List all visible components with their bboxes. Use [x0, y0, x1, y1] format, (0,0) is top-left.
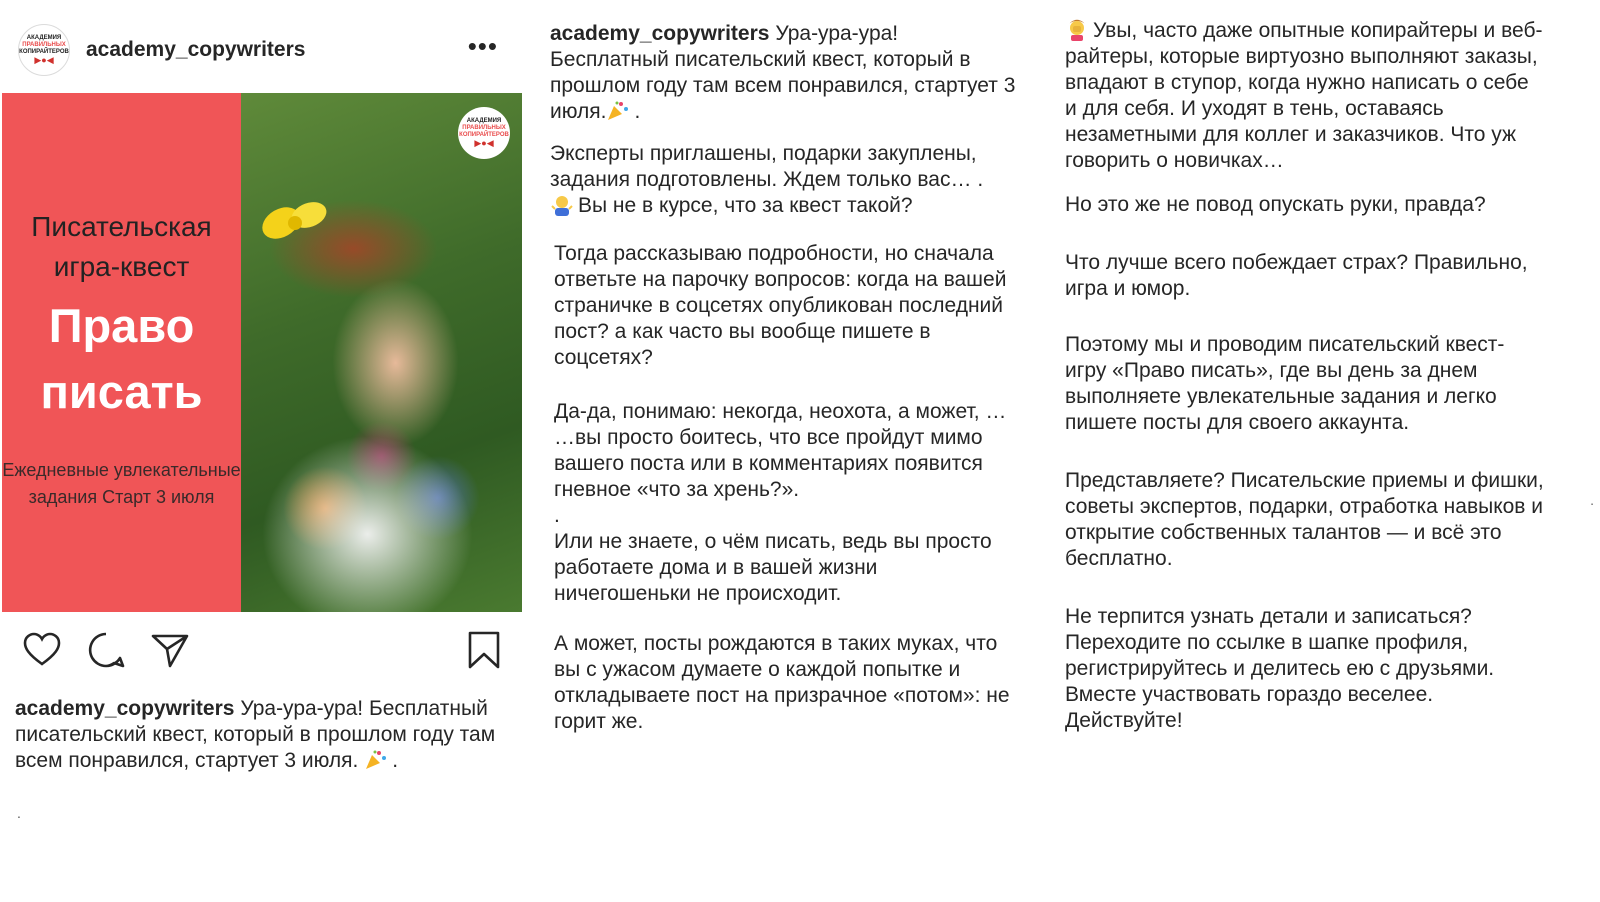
promo-description: Ежедневные увлекательные задания Старт 3 июля: [2, 460, 241, 507]
col2-intro-text: Ура-ура-ура! Бесплатный писательский квест, который в прошлом году там всем понравился, стартует 3 июля.: [550, 22, 1016, 123]
col2-intro-tail: .: [634, 100, 641, 123]
promo-panel: [2, 93, 241, 612]
post-username[interactable]: academy_copywriters: [86, 38, 306, 61]
avatar-line3: КОПИРАЙТЕРОВ: [19, 49, 69, 55]
avatar[interactable]: [18, 24, 70, 76]
col2-p6: А может, посты рождаются в таких муках, что вы с ужасом думаете о каждой попытке и откладываете пост на призрачное «потом»: не горит же.: [554, 632, 1010, 733]
heart-icon[interactable]: [22, 630, 62, 670]
col3-p5: Представляете? Писательские приемы и фишки, советы экспертов, подарки, отработка навыков и открытие собственных талантов — и всё это бесплатно.: [1065, 469, 1544, 570]
col3-p3: Что лучше всего побеждает страх? Правильно, игра и юмор.: [1065, 251, 1528, 300]
col2-p4: Да-да, понимаю: некогда, неохота, а может, … …вы просто боитесь, что все пройдут мимо вашего поста или в комментариях появится гневное «что за хрень?».: [554, 400, 1007, 501]
caption-column-3: [1065, 18, 1545, 734]
party-popper-icon: [606, 100, 630, 122]
post-header: [18, 22, 518, 78]
col3-p4: Поэтому мы и проводим писательский квест-игру «Право писать», где вы день за днем выполняете увлекательные задания и легко пишете посты для своего аккаунта.: [1065, 333, 1505, 434]
promo-subtitle: Писательская игра-квест: [31, 211, 212, 282]
col2-intro: [550, 21, 1020, 125]
bookmark-icon[interactable]: [464, 630, 504, 670]
col3-p1-text: Увы, часто даже опытные копирайтеры и веб-райтеры, которые виртуозно выполняют заказы, впадают в ступор, когда нужно написать о себе и для себя. И уходят в тень, оставаясь незаметными для коллег и заказчиков. Что уж говорить о новичках…: [1065, 19, 1543, 172]
caption-dot: .: [17, 805, 21, 821]
col3-p1: [1065, 18, 1545, 174]
avatar-line2: ПРАВИЛЬНЫХ: [22, 42, 66, 48]
caption-username[interactable]: academy_copywriters: [15, 697, 235, 720]
col2-p1: Эксперты приглашены, подарки закуплены, задания подготовлены. Ждем только вас… .: [550, 142, 984, 191]
pen-icon: ▶●◀: [474, 138, 494, 148]
avatar-line1: АКАДЕМИЯ: [26, 35, 62, 41]
caption-text: Ура-ура-ура! Бесплатный писательский квест, который в прошлом году там всем понравился, стартует 3 июля.: [15, 697, 496, 772]
col2-username[interactable]: academy_copywriters: [550, 22, 770, 45]
post-caption: [15, 696, 515, 774]
pen-icon: ▶●◀: [34, 55, 54, 65]
promo-title: Право писать: [40, 299, 203, 418]
share-icon[interactable]: [150, 630, 190, 670]
more-options-icon[interactable]: •••: [467, 31, 498, 61]
girl-photo: [241, 93, 522, 612]
col2-p3: Тогда рассказываю подробности, но сначала ответьте на парочку вопросов: когда на вашей страничке в соцсетях опубликован последний пост? а как часто вы вообще пишете в соцсетях?: [554, 242, 1007, 369]
col2-p4-dot: .: [554, 504, 560, 527]
instagram-post: [0, 0, 540, 902]
stray-dot: .: [1590, 492, 1594, 508]
col2-p2-text: Вы не в курсе, что за квест такой?: [578, 194, 913, 217]
logo-line2: ПРАВИЛЬНЫХ КОПИРАЙТЕРОВ: [459, 125, 509, 138]
col3-p6: Не терпится узнать детали и записаться? Переходите по ссылке в шапке профиля, регистрируйтесь и делитесь ею с друзьями. Вместе участвовать гораздо веселее. Действуйте!: [1065, 605, 1495, 732]
party-popper-icon: [364, 749, 388, 771]
col3-p2: Но это же не повод опускать руки, правда?: [1065, 193, 1486, 216]
caption-column-2: [550, 21, 1020, 735]
facepalm-icon: [1065, 19, 1089, 41]
academy-logo: [458, 107, 510, 159]
shrug-icon: [550, 194, 574, 216]
logo-line1: АКАДЕМИЯ: [466, 118, 502, 124]
caption-tail: .: [392, 749, 399, 772]
col2-p5: Или не знаете, о чём писать, ведь вы просто работаете дома и в вашей жизни ничегошеньки не происходит.: [554, 530, 992, 605]
comment-icon[interactable]: [86, 630, 126, 670]
post-image[interactable]: [2, 93, 522, 612]
col2-p2: [550, 193, 1020, 219]
post-actions: [22, 630, 504, 674]
yellow-bow-icon: [259, 193, 329, 263]
